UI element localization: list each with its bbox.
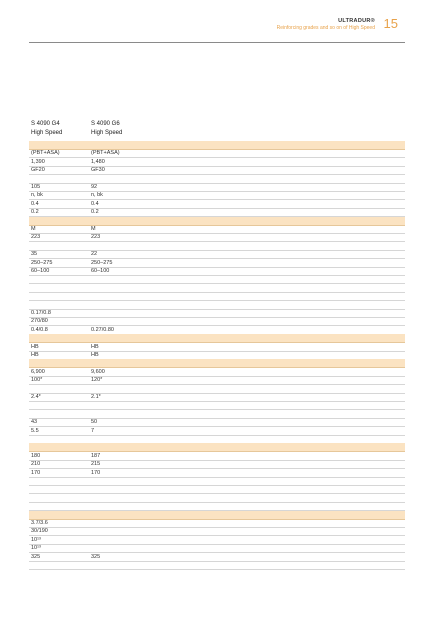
cell-s4090g6: 215 <box>91 461 101 468</box>
cell-s4090g4: 105 <box>31 184 41 190</box>
cell-s4090g4: 10¹³ <box>31 536 41 543</box>
cell-s4090g6: 9,600 <box>91 368 105 375</box>
cell-s4090g6: HB <box>91 352 99 358</box>
cell-s4090g6: 325 <box>91 553 101 560</box>
cell-s4090g4: M <box>31 226 36 232</box>
cell-s4090g4: 250–275 <box>31 259 53 266</box>
cell-s4090g4: 60–100 <box>31 268 50 274</box>
column-header-line: S 4090 G4 <box>31 121 60 127</box>
cell-s4090g6: GF30 <box>91 167 105 174</box>
cell-s4090g4: 5.5 <box>31 427 39 434</box>
column-header-s4090g6 <box>91 120 122 138</box>
cell-s4090g6: 0.4 <box>91 200 99 207</box>
page-header <box>0 14 427 38</box>
column-header-line: High Speed <box>91 130 123 136</box>
cell-s4090g4: (PBT+ASA) <box>31 150 60 157</box>
cell-s4090g6: 2.1* <box>91 394 101 400</box>
cell-s4090g4: n, bk <box>31 192 43 199</box>
cell-s4090g4: GF20 <box>31 167 45 174</box>
cell-s4090g4: 35 <box>31 251 38 258</box>
cell-s4090g4: 30/190 <box>31 528 48 535</box>
cell-s4090g6: 250–275 <box>91 259 113 266</box>
header-divider <box>29 42 405 43</box>
cell-s4090g4: HB <box>31 352 39 358</box>
cell-s4090g6: 22 <box>91 251 98 258</box>
cell-s4090g6: (PBT+ASA) <box>91 150 120 157</box>
cell-s4090g4: 0.4 <box>31 200 39 207</box>
cell-s4090g4: 325 <box>31 553 41 560</box>
cell-s4090g4: 3.7/3.6 <box>31 520 48 526</box>
cell-s4090g6: 0.2 <box>91 209 99 216</box>
cell-s4090g6: 50 <box>91 419 98 426</box>
page-number: 15 <box>383 16 398 31</box>
cell-s4090g4: 0.2 <box>31 209 39 216</box>
cell-s4090g6: 0.27/0.80 <box>91 326 114 333</box>
cell-s4090g4: 0.4/0.8 <box>31 326 48 333</box>
cell-s4090g4: 210 <box>31 461 41 468</box>
cell-s4090g4: 1,390 <box>31 158 45 165</box>
cell-s4090g4: 223 <box>31 234 41 241</box>
cell-s4090g4: HB <box>31 343 39 350</box>
cell-s4090g6: n, bk <box>91 192 103 199</box>
header-subtitle: Reinforcing grades and so on of High Speed <box>276 25 375 31</box>
cell-s4090g6: HB <box>91 343 99 350</box>
cell-s4090g4: 0.17/0.8 <box>31 310 51 316</box>
column-header-line: High Speed <box>31 130 63 136</box>
cell-s4090g4: 6,900 <box>31 368 45 375</box>
column-header-line: S 4090 G6 <box>91 121 120 127</box>
cell-s4090g6: 7 <box>91 427 95 434</box>
cell-s4090g6: 223 <box>91 234 101 241</box>
cell-s4090g6: 170 <box>91 469 101 476</box>
table-row <box>29 561 405 570</box>
cell-s4090g4: 270/80 <box>31 318 48 325</box>
cell-s4090g4: 180 <box>31 452 41 459</box>
cell-s4090g4: 170 <box>31 469 41 476</box>
cell-s4090g6: 60–100 <box>91 268 110 274</box>
cell-s4090g6: 120* <box>91 377 103 384</box>
cell-s4090g4: 100* <box>31 377 43 384</box>
cell-s4090g6: M <box>91 226 96 232</box>
brand-name: ULTRADUR® <box>338 18 375 24</box>
cell-s4090g4: 2.4* <box>31 394 41 400</box>
cell-s4090g4: 10¹³ <box>31 545 41 552</box>
column-header-s4090g4 <box>31 120 62 138</box>
cell-s4090g4: 43 <box>31 419 38 426</box>
cell-s4090g6: 1,480 <box>91 158 105 165</box>
cell-s4090g6: 187 <box>91 452 101 459</box>
cell-s4090g6: 92 <box>91 184 98 190</box>
